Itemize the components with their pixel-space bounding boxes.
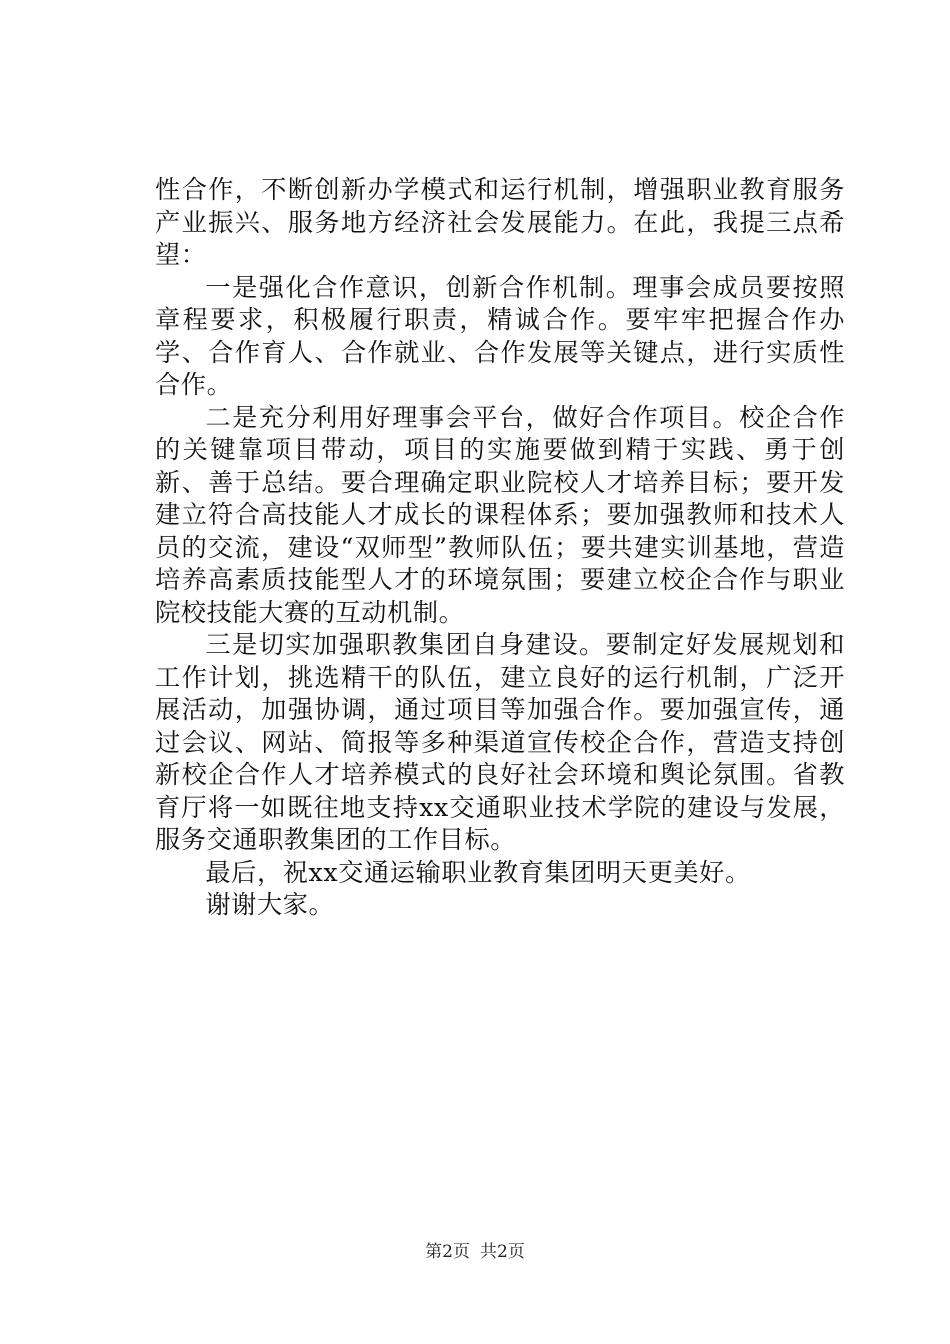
paragraph-hope-one: 一是强化合作意识，创新合作机制。理事会成员要按照章程要求，积极履行职责，精诚合作。要牢牢把握合作办学、合作育人、合作就业、合作发展等关键点，进行实质性合作。 xyxy=(155,272,845,399)
document-body xyxy=(155,174,845,922)
paragraph-hope-three: 三是切实加强职教集团自身建设。要制定好发展规划和工作计划，挑选精干的队伍，建立良好的运行机制，广泛开展活动，加强协调，通过项目等加强合作。要加强宣传，通过会议、网站、简报等多种渠道宣传校企合作，营造支持创新校企合作人才培养模式的良好社会环境和舆论氛围。省教育厅将一如既往地支持xx交通职业技术学院的建设与发展，服务交通职教集团的工作目标。 xyxy=(155,630,845,854)
paragraph-thanks: 谢谢大家。 xyxy=(205,890,335,919)
page-total: 共2页 xyxy=(480,1242,525,1262)
paragraph-closing-wish: 最后，祝xx交通运输职业教育集团明天更美好。 xyxy=(205,857,751,887)
page-number: 第2页 xyxy=(425,1242,470,1262)
paragraph-hope-two: 二是充分利用好理事会平台，做好合作项目。校企合作的关键靠项目带动，项目的实施要做到精于实践、勇于创新、善于总结。要合理确定职业院校人才培养目标；要开发建立符合高技能人才成长的课程体系；要加强教师和技术人员的交流，建设“双师型”教师队伍；要共建实训基地，营造培养高素质技能型人才的环境氛围；要建立校企合作与职业院校技能大赛的互动机制。 xyxy=(155,402,845,627)
page-footer xyxy=(0,1240,950,1264)
paragraph-continuation: 性合作，不断创新办学模式和运行机制，增强职业教育服务产业振兴、服务地方经济社会发展能力。在此，我提三点希望： xyxy=(155,175,845,269)
